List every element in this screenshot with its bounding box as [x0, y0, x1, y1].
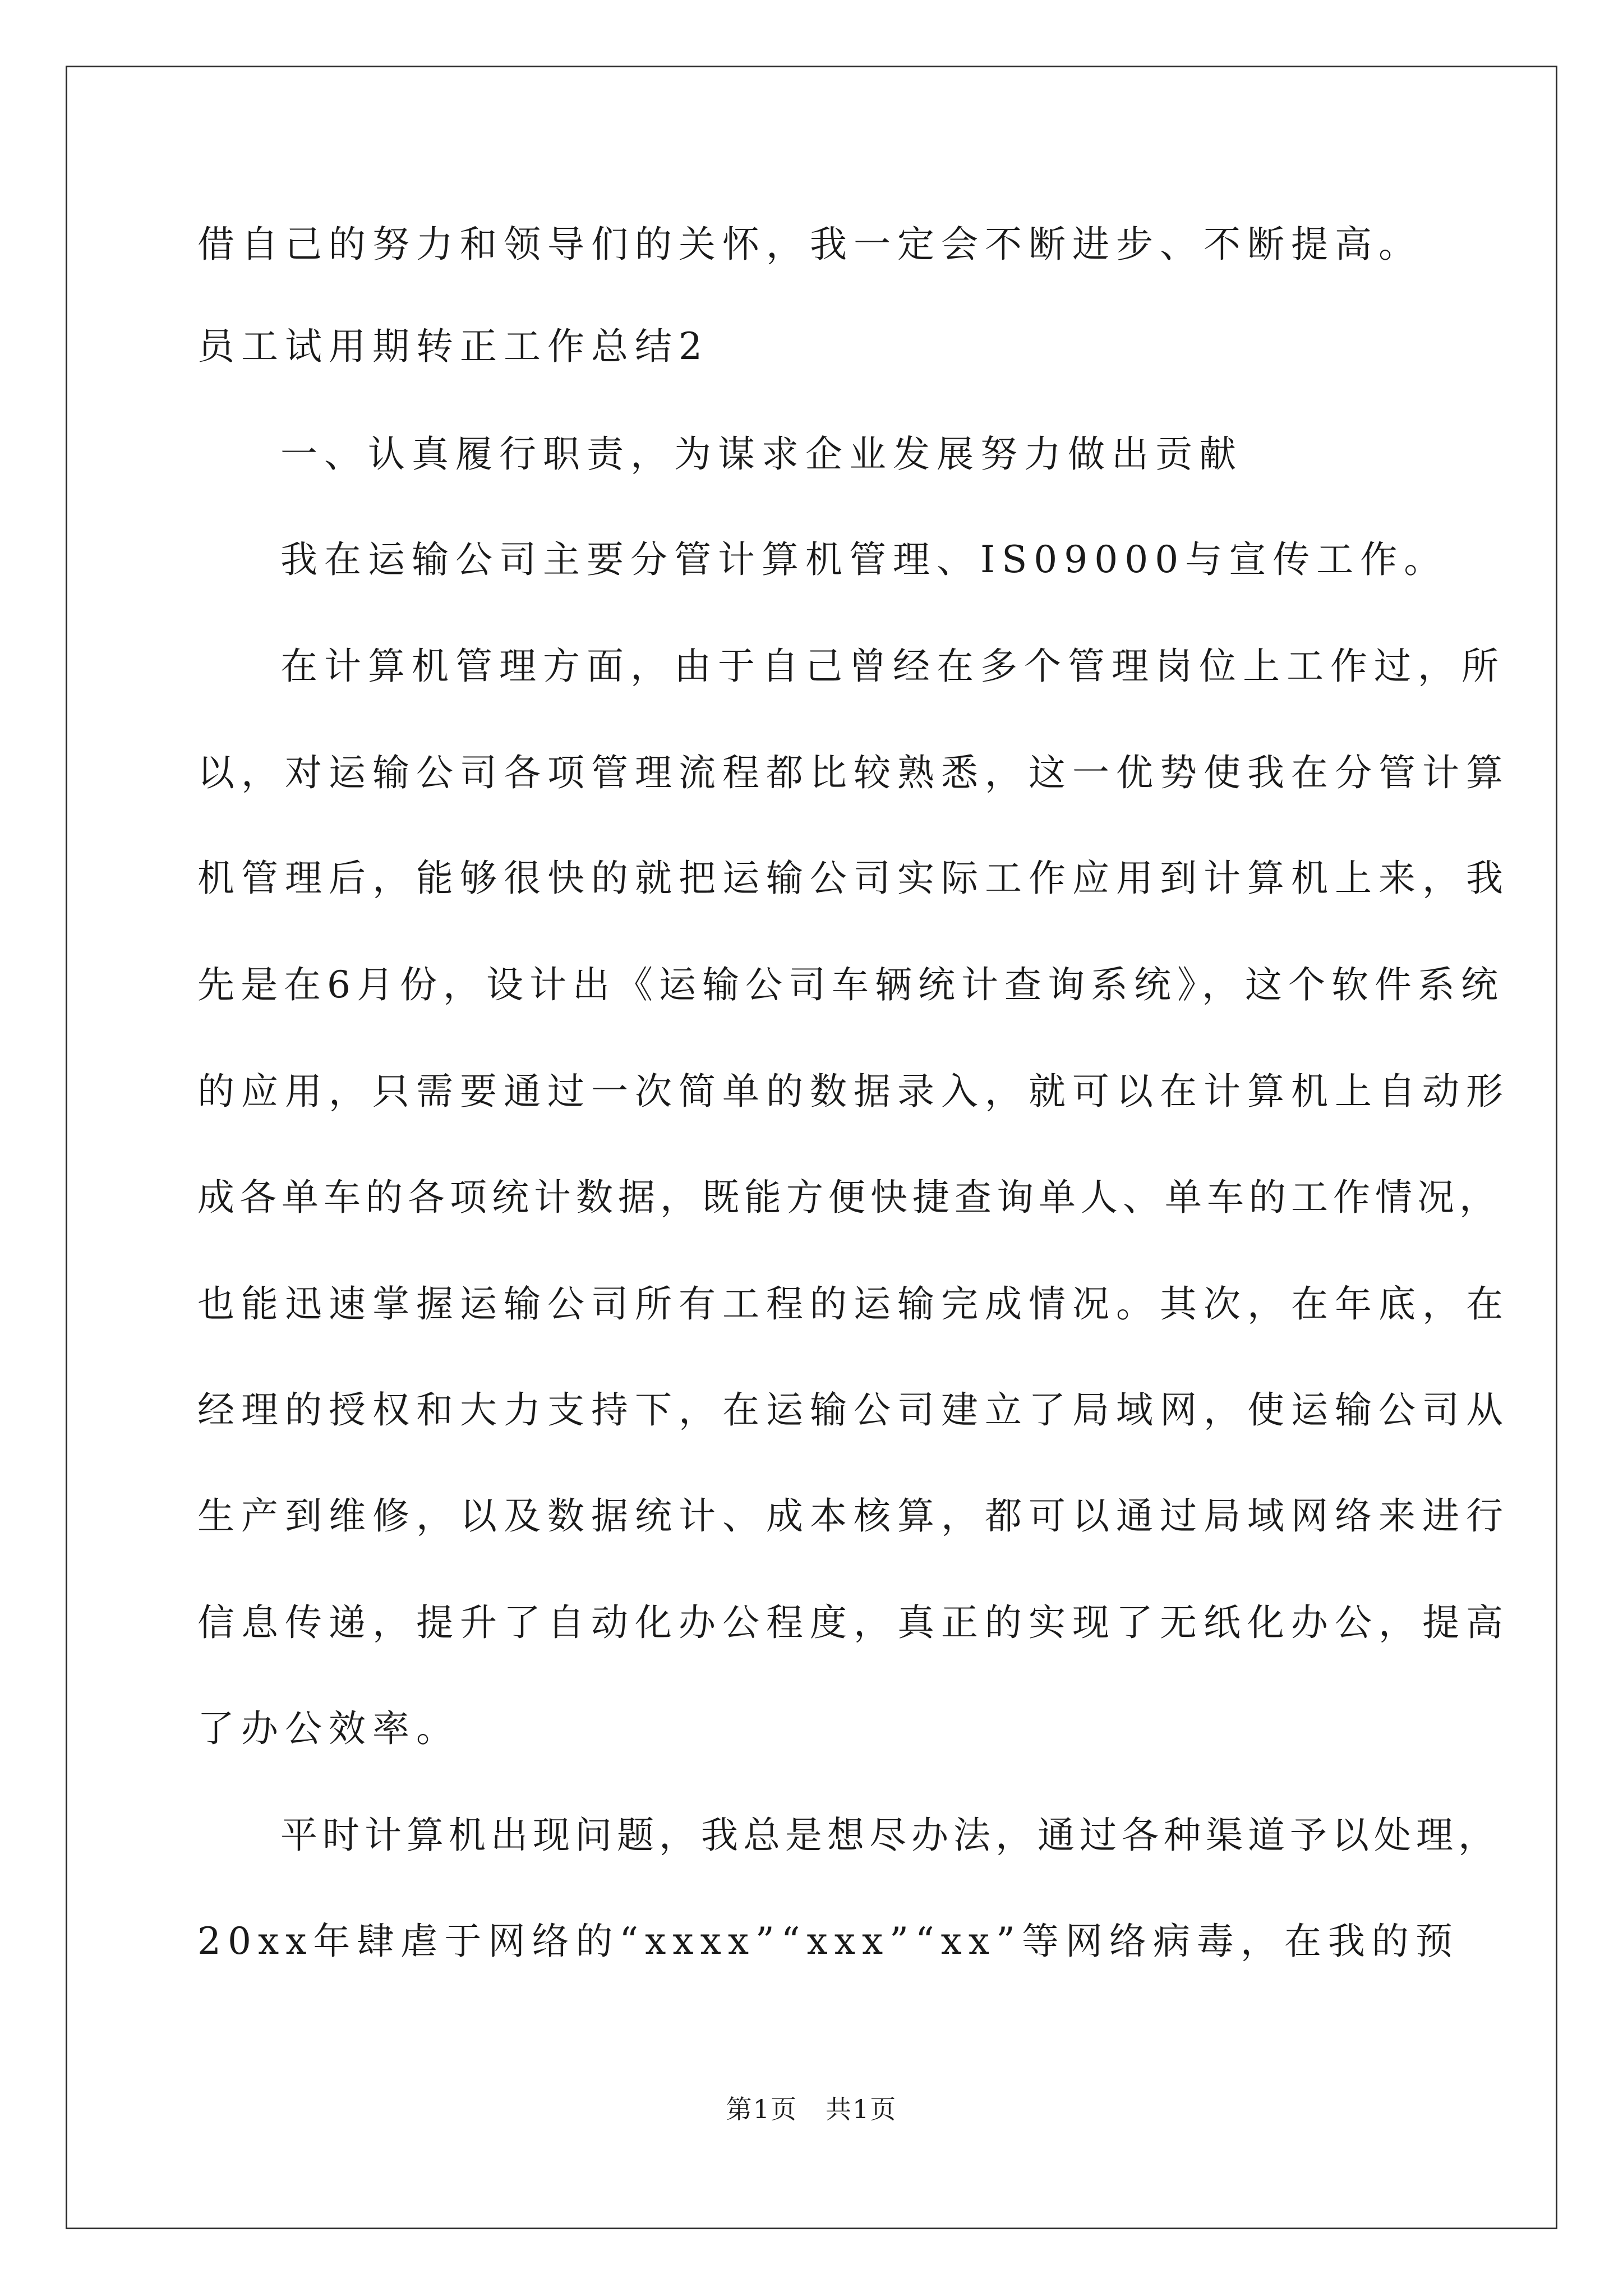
body-line: 的应用，只需要通过一次简单的数据录入，就可以在计算机上自动形	[197, 1070, 1510, 1113]
section-heading: 员工试用期转正工作总结2	[197, 325, 709, 368]
body-line: 生产到维修，以及数据统计、成本核算，都可以通过局域网络来进行	[197, 1494, 1510, 1538]
page-footer	[0, 2092, 1623, 2126]
page-border	[66, 66, 1557, 2229]
body-line: 我在运输公司主要分管计算机管理、IS09000与宣传工作。	[280, 538, 1448, 581]
page-number: 第1页	[726, 2094, 798, 2124]
body-line: 借自己的努力和领导们的关怀，我一定会不断进步、不断提高。	[197, 223, 1422, 266]
body-line: 平时计算机出现问题，我总是想尽办法，通过各种渠道予以处理，	[280, 1814, 1500, 1857]
body-line: 也能迅速掌握运输公司所有工程的运输完成情况。其次，在年底，在	[197, 1282, 1510, 1326]
body-line: 成各单车的各项统计数据，既能方便快捷查询单人、单车的工作情况，	[197, 1176, 1501, 1219]
body-line: 信息传递，提升了自动化办公程度，真正的实现了无纸化办公，提高	[197, 1601, 1510, 1644]
page-total: 共1页	[825, 2094, 897, 2124]
body-line: 机管理后，能够很快的就把运输公司实际工作应用到计算机上来，我	[197, 857, 1510, 900]
body-line: 以，对运输公司各项管理流程都比较熟悉，这一优势使我在分管计算	[197, 751, 1510, 794]
body-line: 先是在6月份，设计出《运输公司车辆统计查询系统》，这个软件系统	[197, 963, 1504, 1006]
body-line: 在计算机管理方面，由于自己曾经在多个管理岗位上工作过，所	[280, 645, 1505, 688]
body-line: 经理的授权和大力支持下，在运输公司建立了局域网，使运输公司从	[197, 1388, 1510, 1432]
body-line: 20xx年肆虐于网络的“xxxx”“xxx”“xx”等网络病毒，在我的预	[197, 1920, 1459, 1963]
body-line: 了办公效率。	[197, 1707, 460, 1750]
subheading: 一、认真履行职责，为谋求企业发展努力做出贡献	[280, 432, 1243, 476]
